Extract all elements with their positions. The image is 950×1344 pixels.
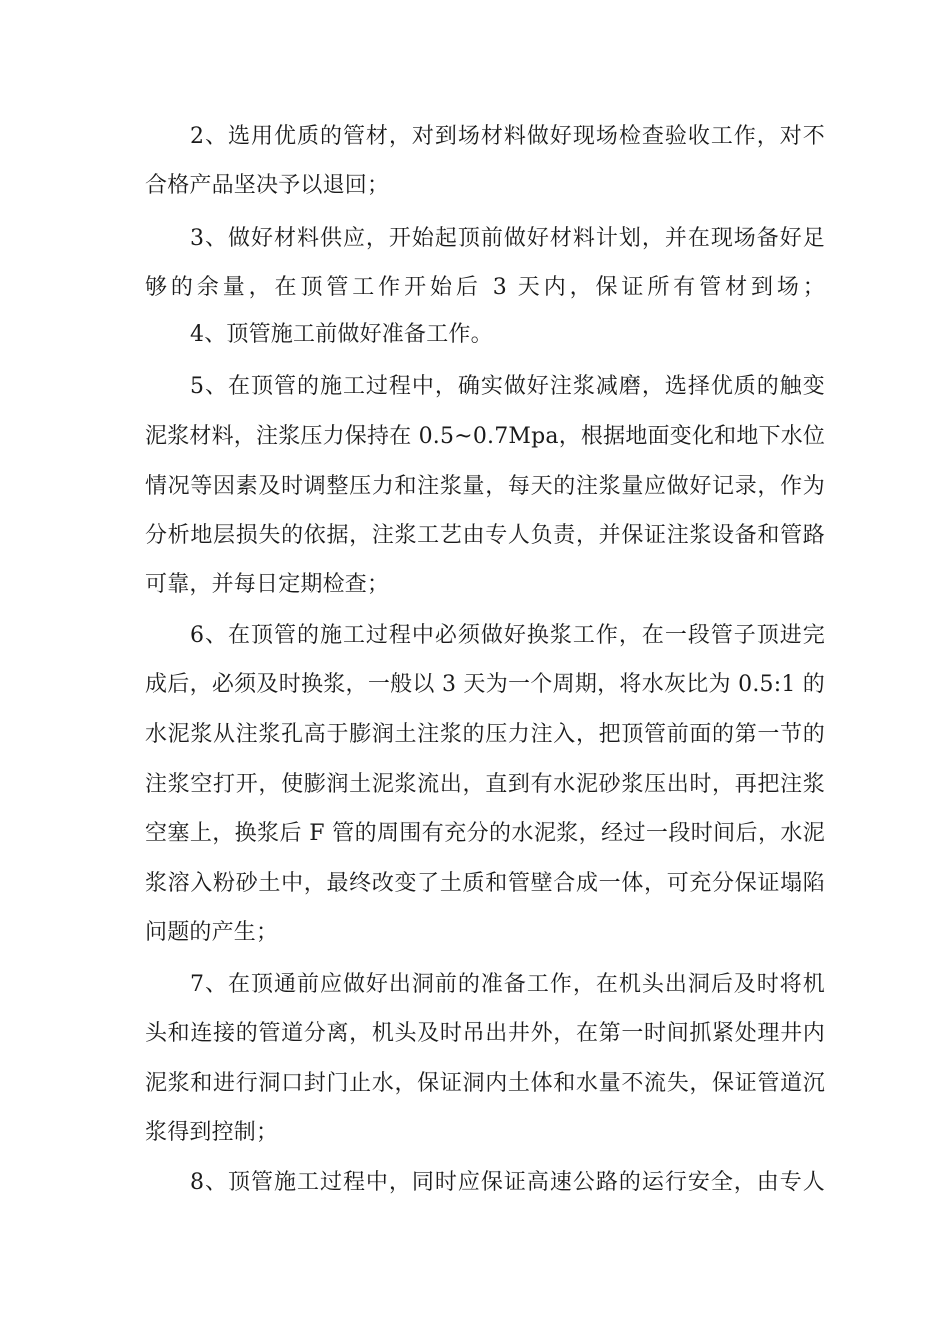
text-line: 8、顶管施工过程中，同时应保证高速公路的运行安全，由专人 [190, 1170, 825, 1195]
text-line: 4、顶管施工前做好准备工作。 [190, 322, 493, 347]
text-line: 注浆空打开，使膨润土泥浆流出，直到有水泥砂浆压出时，再把注浆 [145, 772, 825, 797]
text-line: 可靠，并每日定期检查； [145, 572, 390, 597]
text-line: 空塞上，换浆后 F 管的周围有充分的水泥浆，经过一段时间后，水泥 [145, 821, 825, 846]
text-line: 2、选用优质的管材，对到场材料做好现场检查验收工作，对不 [190, 124, 825, 149]
text-line: 够的余量，在顶管工作开始后 3 天内，保证所有管材到场； [145, 275, 825, 300]
text-line: 3、做好材料供应，开始起顶前做好材料计划，并在现场备好足 [190, 226, 825, 251]
text-line: 水泥浆从注浆孔高于膨润土注浆的压力注入，把顶管前面的第一节的 [145, 722, 825, 747]
text-line: 6、在顶管的施工过程中必须做好换浆工作，在一段管子顶进完 [190, 623, 825, 648]
text-line: 合格产品坚决予以退回； [145, 173, 390, 198]
text-line: 成后，必须及时换浆，一般以 3 天为一个周期，将水灰比为 0.5:1 的 [145, 672, 825, 697]
text-line: 问题的产生； [145, 920, 279, 945]
text-line: 分析地层损失的依据，注浆工艺由专人负责，并保证注浆设备和管路 [145, 523, 825, 548]
text-line: 浆得到控制； [145, 1120, 279, 1145]
text-line: 浆溶入粉砂土中，最终改变了土质和管壁合成一体，可充分保证塌陷 [145, 871, 825, 896]
text-line: 泥浆材料，注浆压力保持在 0.5~0.7Mpa，根据地面变化和地下水位 [145, 424, 826, 449]
text-line: 泥浆和进行洞口封门止水，保证洞内土体和水量不流失，保证管道沉 [145, 1071, 825, 1096]
text-line: 7、在顶通前应做好出洞前的准备工作，在机头出洞后及时将机 [190, 972, 825, 997]
text-line: 情况等因素及时调整压力和注浆量，每天的注浆量应做好记录，作为 [145, 474, 825, 499]
text-line: 5、在顶管的施工过程中，确实做好注浆减磨，选择优质的触变 [190, 374, 825, 399]
text-line: 头和连接的管道分离，机头及时吊出井外，在第一时间抓紧处理井内 [145, 1021, 825, 1046]
